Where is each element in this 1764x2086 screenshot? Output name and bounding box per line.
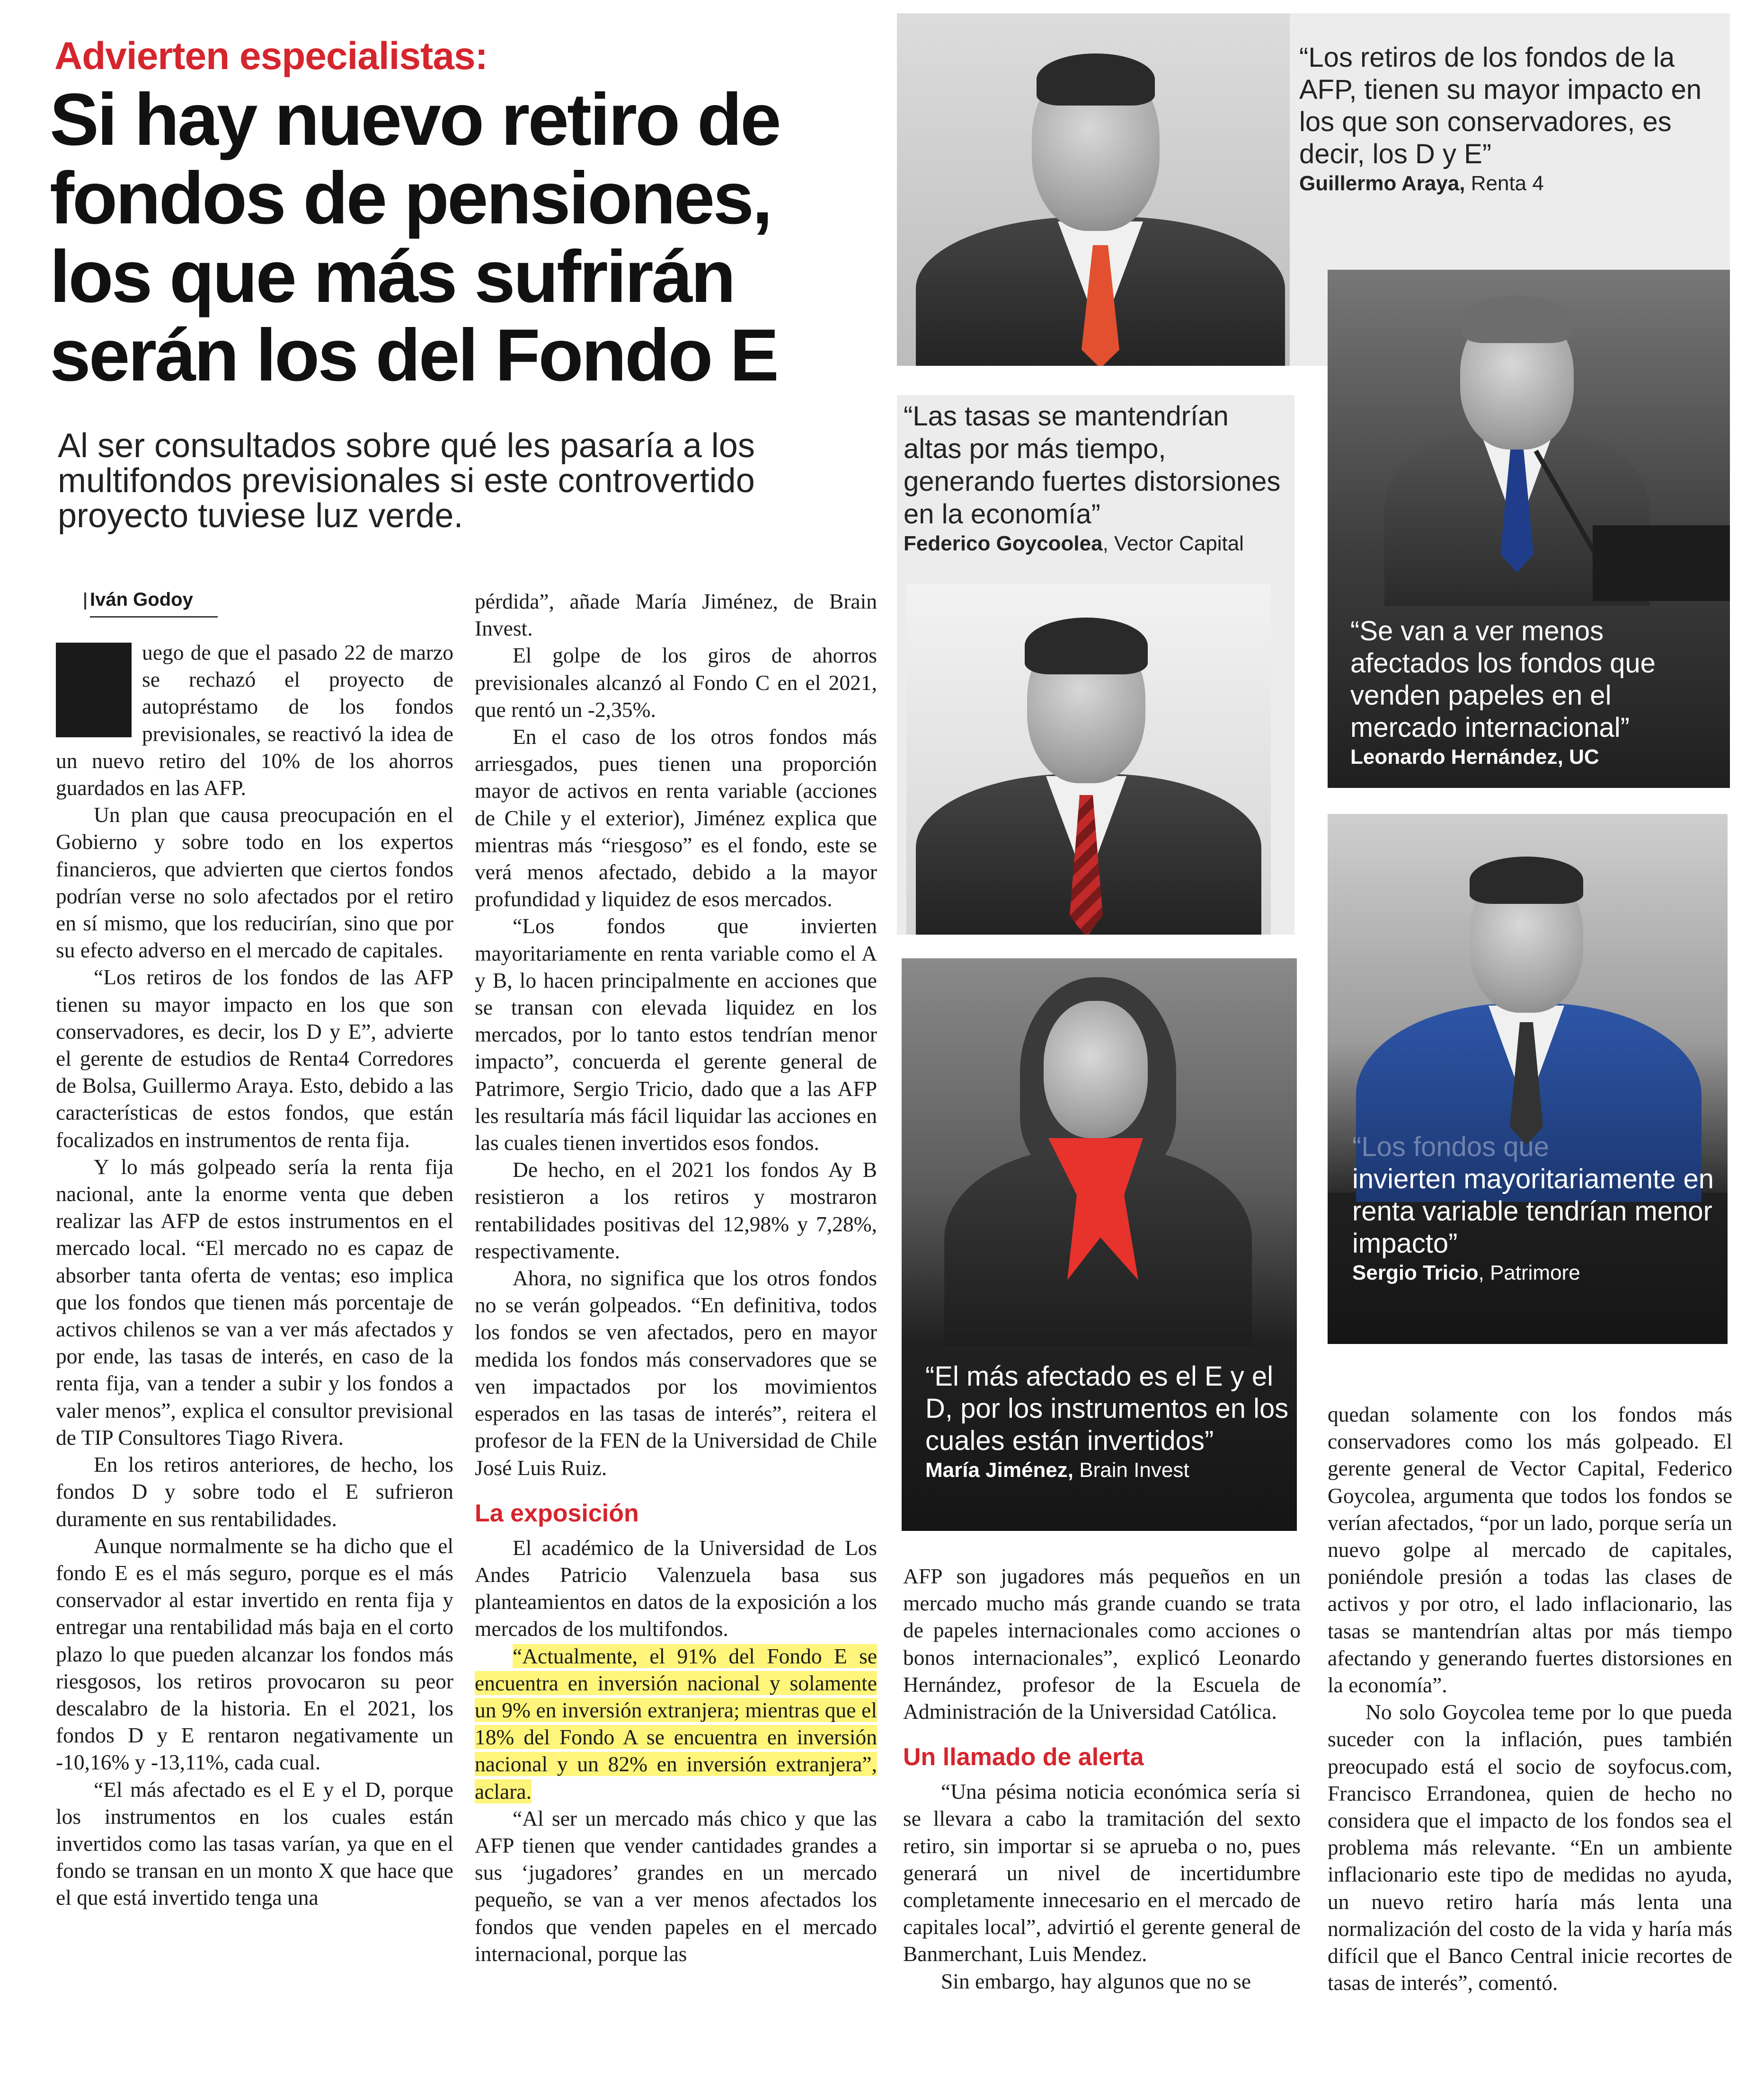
subhead-line-3: proyecto tuviese luz verde. xyxy=(58,497,463,535)
kicker: Advierten especialistas: xyxy=(54,35,488,78)
photo-guillermo-araya xyxy=(897,13,1290,366)
hair-shape xyxy=(1037,53,1155,106)
quote-name-tricio: Sergio Tricio xyxy=(1352,1261,1479,1284)
quote-goycoolea: “Las tasas se mantendrían altas por más tiempo, generando fuertes distorsiones en la economía” xyxy=(904,401,1281,530)
lectern xyxy=(1593,525,1730,601)
quote-name-hernandez: Leonardo Hernández xyxy=(1350,745,1558,769)
quote-text-tricio xyxy=(1352,1131,1721,1286)
paragraph: El golpe de los giros de ahorros previsionales alcanzó al Fondo C en el 2021, que rentó un -2,35%. xyxy=(475,643,877,722)
quote-attribution-araya xyxy=(1299,170,1720,197)
quote-text-goycoolea xyxy=(904,400,1292,557)
quote-jimenez: “El más afectado es el E y el D, por los instrumentos en los cuales están invertidos” xyxy=(925,1361,1289,1456)
paragraph: “Una pésima noticia económica sería si se llevara a cabo la tramitación del sexto retiro, sin importar si se aprueba o no, pues generará un nivel de incertidumbre completamente innecesario en el mercado de capitales local”, advirtió el gerente general de Banmerchant, Luis Mendez. xyxy=(903,1779,1301,1966)
paragraph: En el caso de los otros fondos más arriesgados, pues tienen una proporción mayor de activos en renta variable (acciones de Chile y el exterior), Jiménez explica que mientras más “riesgoso” es el fondo, este se verá menos afectado, debido a la mayor profundidad y liquidez de esos mercados. xyxy=(475,725,877,911)
headline xyxy=(50,80,902,395)
paragraph: AFP son jugadores más pequeños en un mercado mucho más grande cuando se trata de papeles internacionales como acciones o bonos internacionales”, explicó Leonardo Hernández, profesor de la Escuela de Administración de la Universidad Católica. xyxy=(903,1564,1301,1724)
paragraph: Un plan que causa preocupación en el Gobierno y sobre todo en los expertos financieros, que advierten que ciertos fondos podrían verse no solo afectados por el retiro en sí mismo, que los reducirían, sino que por su efecto adverso en el mercado de capitales. xyxy=(56,803,453,963)
quote-name-jimenez: María Jiménez, xyxy=(925,1458,1074,1482)
section-heading-exposicion: La exposición xyxy=(475,1499,639,1527)
photo-leonardo-hernandez xyxy=(1328,270,1730,601)
paragraph-text: uego de que el pasado 22 de marzo se rechazó el proyecto de autopréstamo de los fondos previsionales, se reactivó la idea de un nuevo retiro del 10% de los ahorros guardados en las AFP. xyxy=(56,640,453,800)
quote-text-hernandez xyxy=(1350,615,1724,770)
quote-araya: “Los retiros de los fondos de la AFP, tienen su mayor impacto en los que son conservadores, es decir, los D y E” xyxy=(1299,42,1702,169)
paragraph: pérdida”, añade María Jiménez, de Brain Invest. xyxy=(475,589,877,641)
quote-attribution-jimenez xyxy=(925,1457,1294,1484)
paragraph: En los retiros anteriores, de hecho, los fondos D y sobre todo el E sufrieron duramente en sus rentabilidades. xyxy=(56,1452,453,1531)
paragraph: “Al ser un mercado más chico y que las AFP tienen que vender cantidades grandes a sus ‘jugadores’ grandes en un mercado pequeño, se van a ver menos afectados los fondos que venden papeles en el mercado internacional, porque las xyxy=(475,1806,877,1966)
photo-federico-goycoolea xyxy=(906,584,1271,935)
paragraph: “El más afectado es el E y el D, porque los instrumentos en los cuales están invertidos como las tasas varían, ya que en el fondo se transan en un monto X que hace que el que está invertido tenga una xyxy=(56,1777,453,1910)
face-shape xyxy=(1044,1001,1148,1138)
quote-tricio: invierten mayoritariamente en renta variable tendrían menor impacto” xyxy=(1352,1164,1714,1259)
quote-name-goycoolea: Federico Goycoolea xyxy=(904,532,1103,555)
hair-shape xyxy=(1025,618,1148,674)
quote-org-hernandez: , UC xyxy=(1557,745,1599,769)
paragraph xyxy=(56,639,453,801)
drop-cap-l xyxy=(56,643,132,737)
paragraph: “Los retiros de los fondos de las AFP tienen su mayor impacto en los que son conservadores, es decir, los D y E”, advierte el gerente de estudios de Renta4 Corredores de Bolsa, Guillermo Araya. Esto, debido a las características de estos fondos, que están focalizados en instrumentos de renta fija. xyxy=(56,965,453,1152)
hair-shape xyxy=(1470,857,1583,904)
subhead xyxy=(58,428,886,533)
photo-maria-jimenez xyxy=(902,958,1297,1346)
headline-line-2: fondos de pensiones, xyxy=(50,157,771,239)
quote-box-hernandez xyxy=(1328,270,1730,788)
paragraph: Aunque normalmente se ha dicho que el fondo E es el más seguro, porque es el más conservador al estar invertido en renta fija y entregar una rentabilidad más baja en el corto plazo lo que pueden alcanzar los fondos más riesgosos, los retiros provocaron su peor descalabro de la historia. En el 2021, los fondos D y E rentaron negativamente un -10,16% y -13,11%, cada cual. xyxy=(56,1533,453,1775)
subhead-line-2: multifondos previsionales si este controvertido xyxy=(58,462,755,500)
quote-attribution-tricio xyxy=(1352,1260,1721,1286)
quote-box-jimenez xyxy=(902,958,1297,1531)
quote-box-goycoolea xyxy=(897,395,1294,935)
paragraph: No solo Goycolea teme por lo que pueda suceder con la inflación, pues también preocupado está el socio de soyfocus.com, Francisco Errandonea, quien de hecho no considera que el impacto de los fondos sea el problema más relevante. “En un ambiente inflacionario este tipo de medidas no ayuda, un nuevo retiro haría más lenta una normalización del costo de la vida y haría más difícil que el Banco Central inicie recortes de tasas de interés”, comentó. xyxy=(1328,1700,1732,1995)
headline-line-4: serán los del Fondo E xyxy=(50,314,777,397)
headline-line-1: Si hay nuevo retiro de xyxy=(50,79,780,161)
paragraph: quedan solamente con los fondos más conservadores como los más golpeado. El gerente general de Vector Capital, Federico Goycolea, argumenta que todos los fondos se verían afectados, “por un lado, porque sería un nuevo golpe al mercado de capitales, poniéndole presión a todas las clases de activos y por otro, el lado inflacionario, las tasas se mantendrían altas por más tiempo afectando y generando fuertes distorsiones en la economía”. xyxy=(1328,1402,1732,1697)
paragraph: “Los fondos que invierten mayoritariamente en renta variable como el A y B, lo hacen principalmente en acciones que se transan con elevada liquidez en los mercados, por lo tanto estos tendrían menor impacto”, concuerda el gerente general de Patrimore, Sergio Tricio, dado que a las AFP les resultaría más fácil liquidar las acciones en las cuales tienen invertidos esos fondos. xyxy=(475,914,877,1155)
article-column-4 xyxy=(1328,1401,1732,1996)
paragraph: Sin embargo, hay algunos que no se xyxy=(941,1969,1251,1993)
quote-text-jimenez xyxy=(925,1361,1294,1484)
subhead-line-1: Al ser consultados sobre qué les pasaría a los xyxy=(58,427,755,465)
article-column-2 xyxy=(475,588,877,1967)
paragraph: Y lo más golpeado sería la renta fija nacional, ante la enorme venta que deben realizar las AFP de estos instrumentos en el mercado local. “El mercado no es capaz de absorber tanta oferta de ventas; eso implica que los fondos que tienen más porcentaje de activos chilenos se van a ver más afectados y por ende, las tasas de interés, en caso de la renta fija, van a tender a subir y los fondos a valer menos”, explica el consultor previsional de TIP Consultores Tiago Rivera. xyxy=(56,1154,453,1450)
quote-org-tricio: , Patrimore xyxy=(1478,1261,1580,1284)
quote-tricio-faded: “Los fondos que xyxy=(1352,1131,1549,1162)
paragraph: Ahora, no significa que los otros fondos no se verán golpeados. “En definitiva, todos los fondos se ven afectados, pero en mayor medida los fondos más conservadores que se ven impactados por los movimientos esperados en las tasas de interés”, reitera el profesor de la FEN de la Universidad de Chile José Luis Ruiz. xyxy=(475,1266,877,1480)
headline-line-3: los que más sufrirán xyxy=(50,236,734,318)
highlighted-quote: “Actualmente, el 91% del Fondo E se encuentra en inversión nacional y solamente un 9% en inversión extranjera; mientras que el 18% del Fondo A se encuentra en inversión nacional y un 82% en inversión extranjera”, aclara. xyxy=(475,1644,877,1803)
paragraph: De hecho, en el 2021 los fondos Ay B resistieron a los retiros y mostraron rentabilidades positivas del 12,98% y 7,28%, respectivamente. xyxy=(475,1158,877,1263)
quote-text-araya xyxy=(1299,42,1720,197)
quote-attribution-goycoolea xyxy=(904,530,1292,557)
quote-box-tricio xyxy=(1328,814,1728,1344)
quote-attribution-hernandez xyxy=(1350,744,1724,770)
byline-mark xyxy=(84,592,86,610)
quote-org-jimenez: Brain Invest xyxy=(1073,1458,1189,1482)
quote-name-araya: Guillermo Araya, xyxy=(1299,172,1465,195)
article-column-1 xyxy=(56,639,453,1911)
hair-shape xyxy=(1463,296,1571,343)
quote-hernandez: “Se van a ver menos afectados los fondos que venden papeles en el mercado internacional” xyxy=(1350,616,1656,743)
quote-org-araya: Renta 4 xyxy=(1465,172,1544,195)
paragraph-highlighted xyxy=(475,1643,877,1805)
quote-org-goycoolea: , Vector Capital xyxy=(1102,532,1244,555)
article-column-3 xyxy=(903,1563,1301,1995)
section-heading-alerta: Un llamado de alerta xyxy=(903,1743,1144,1771)
byline: Iván Godoy xyxy=(90,589,218,618)
paragraph: El académico de la Universidad de Los Andes Patricio Valenzuela basa sus planteamientos en datos de la exposición a los mercados de los multifondos. xyxy=(475,1535,877,1641)
